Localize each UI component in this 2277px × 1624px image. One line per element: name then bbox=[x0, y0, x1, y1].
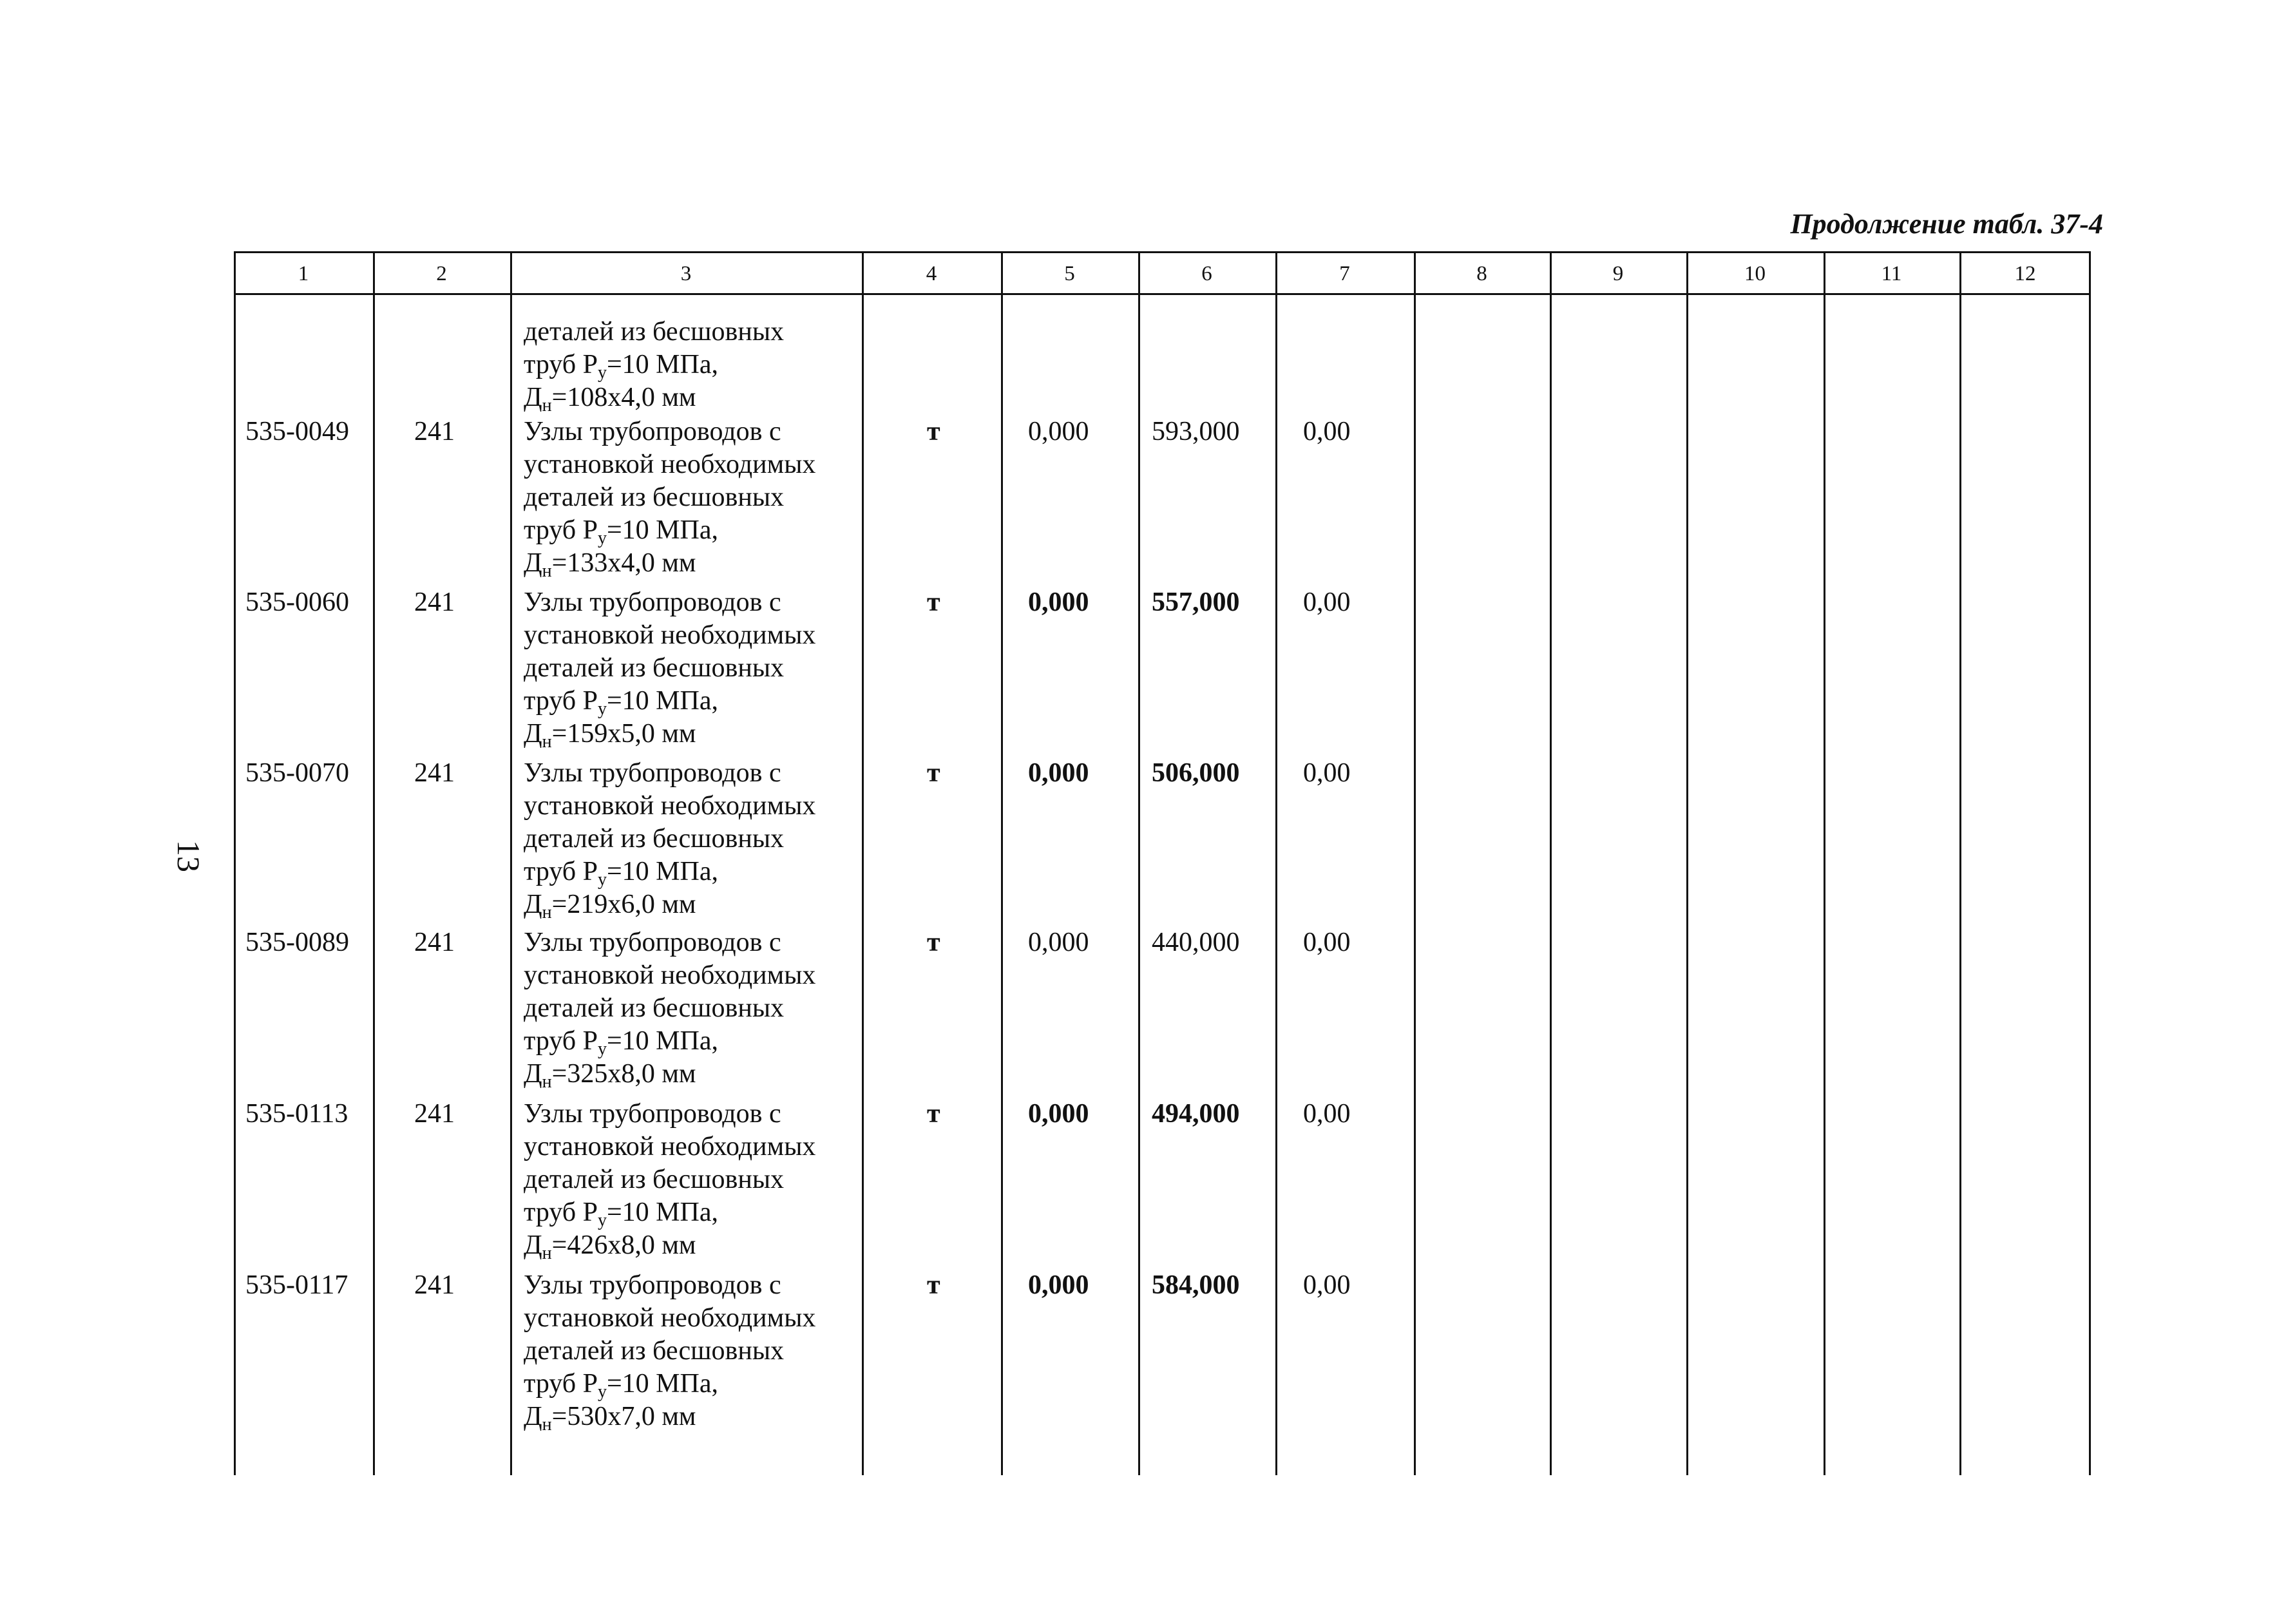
description-text: =10 МПа, bbox=[607, 1369, 719, 1399]
row-col7: 0,00 bbox=[1303, 588, 1351, 617]
description-line bbox=[524, 381, 784, 414]
description-text: труб Р bbox=[524, 1026, 598, 1056]
row-code: 535-0089 bbox=[245, 928, 349, 957]
header-col-8: 8 bbox=[1476, 262, 1487, 285]
description-line: деталей из бесшовных bbox=[524, 1336, 785, 1366]
description-line bbox=[524, 1196, 815, 1229]
description-line bbox=[524, 547, 815, 580]
description-text: =10 МПа, bbox=[607, 350, 719, 379]
subscript: у bbox=[598, 1210, 607, 1230]
description-text: труб Р bbox=[524, 1198, 598, 1227]
description-line: установкой необходимых bbox=[524, 960, 816, 990]
row-unit: т bbox=[927, 1099, 940, 1129]
page-number: 13 bbox=[171, 840, 207, 872]
header-col-10: 10 bbox=[1744, 262, 1766, 285]
row-unit: т bbox=[927, 928, 940, 957]
column-divider bbox=[1275, 251, 1277, 1475]
header-col-2: 2 bbox=[436, 262, 447, 285]
row-col6: 506,000 bbox=[1152, 758, 1240, 788]
row-group: 241 bbox=[414, 758, 455, 788]
description-text: Д bbox=[524, 1402, 542, 1431]
subscript: н bbox=[542, 903, 552, 922]
subscript: н bbox=[542, 1243, 552, 1263]
description-line: Узлы трубопроводов с bbox=[524, 1270, 781, 1300]
row-col5: 0,000 bbox=[1028, 417, 1089, 446]
description-line: установкой необходимых bbox=[524, 1303, 816, 1333]
subscript: у bbox=[598, 528, 607, 548]
row-group: 241 bbox=[414, 588, 455, 617]
description-line: Узлы трубопроводов с bbox=[524, 588, 781, 617]
row-description bbox=[524, 757, 815, 921]
row-group: 241 bbox=[414, 417, 455, 446]
row-unit: т bbox=[927, 588, 940, 617]
description-line: установкой необходимых bbox=[524, 791, 816, 821]
description-line bbox=[524, 1368, 815, 1400]
description-text: труб Р bbox=[524, 1369, 598, 1399]
header-col-11: 11 bbox=[1881, 262, 1902, 285]
description-line bbox=[524, 685, 815, 718]
row-col6: 440,000 bbox=[1152, 928, 1240, 957]
row-col5: 0,000 bbox=[1028, 928, 1089, 957]
row-description bbox=[524, 586, 815, 750]
row-code: 535-0070 bbox=[245, 758, 349, 788]
description-line: установкой необходимых bbox=[524, 1132, 816, 1161]
description-line bbox=[524, 888, 815, 921]
row-col6: 584,000 bbox=[1152, 1270, 1240, 1300]
column-divider bbox=[1414, 251, 1416, 1475]
subscript: н bbox=[542, 1072, 552, 1092]
row-col7: 0,00 bbox=[1303, 758, 1351, 788]
row-col7: 0,00 bbox=[1303, 928, 1351, 957]
description-line: установкой необходимых bbox=[524, 450, 816, 479]
subscript: у bbox=[598, 870, 607, 890]
description-text: =10 МПа, bbox=[607, 515, 719, 545]
column-divider bbox=[373, 251, 375, 1475]
description-line: деталей из бесшовных bbox=[524, 653, 785, 683]
table-header bbox=[234, 251, 2091, 295]
row-group: 241 bbox=[414, 1099, 455, 1129]
subscript: н bbox=[542, 732, 552, 752]
description-line: Узлы трубопроводов с bbox=[524, 928, 781, 957]
subscript: н bbox=[542, 396, 552, 416]
description-text: =530х7,0 мм bbox=[551, 1402, 696, 1431]
description-text: =108х4,0 мм bbox=[551, 383, 696, 412]
description-line: деталей из бесшовных bbox=[524, 1165, 785, 1194]
description-text: Д bbox=[524, 890, 542, 919]
row-col5: 0,000 bbox=[1028, 1270, 1089, 1300]
column-divider bbox=[1824, 251, 1825, 1475]
column-divider bbox=[1959, 251, 1961, 1475]
row-col7: 0,00 bbox=[1303, 1099, 1351, 1129]
description-line: Узлы трубопроводов с bbox=[524, 417, 781, 446]
row-col6: 557,000 bbox=[1152, 588, 1240, 617]
description-text: =10 МПа, bbox=[607, 857, 719, 886]
row-description bbox=[524, 1098, 815, 1262]
description-text: =10 МПа, bbox=[607, 1198, 719, 1227]
description-line: деталей из бесшовных bbox=[524, 993, 785, 1023]
column-divider bbox=[1138, 251, 1140, 1475]
description-line: деталей из бесшовных bbox=[524, 317, 785, 347]
header-col-12: 12 bbox=[2014, 262, 2036, 285]
description-line: деталей из бесшовных bbox=[524, 482, 785, 512]
header-col-4: 4 bbox=[926, 262, 937, 285]
description-line bbox=[524, 1229, 815, 1262]
row-group: 241 bbox=[414, 928, 455, 957]
row-description bbox=[524, 1269, 815, 1433]
column-divider bbox=[862, 251, 864, 1475]
description-text: =133х4,0 мм bbox=[551, 548, 696, 578]
row-unit: т bbox=[927, 1270, 940, 1300]
row-code: 535-0117 bbox=[245, 1270, 348, 1300]
column-divider bbox=[234, 251, 236, 1475]
row-col5: 0,000 bbox=[1028, 1099, 1089, 1129]
description-text: труб Р bbox=[524, 857, 598, 886]
column-divider bbox=[1550, 251, 1552, 1475]
description-text: труб Р bbox=[524, 350, 598, 379]
header-col-9: 9 bbox=[1612, 262, 1624, 285]
description-text: =159х5,0 мм bbox=[551, 719, 696, 749]
row-col6: 494,000 bbox=[1152, 1099, 1240, 1129]
description-text: =325х8,0 мм bbox=[551, 1059, 696, 1089]
description-text: Д bbox=[524, 548, 542, 578]
description-line bbox=[524, 349, 784, 381]
row-col5: 0,000 bbox=[1028, 588, 1089, 617]
description-line bbox=[524, 1025, 815, 1058]
row-code: 535-0113 bbox=[245, 1099, 348, 1129]
continued-description bbox=[524, 316, 784, 414]
row-unit: т bbox=[927, 417, 940, 446]
description-text: =426х8,0 мм bbox=[551, 1230, 696, 1260]
description-line: Узлы трубопроводов с bbox=[524, 1099, 781, 1129]
description-line: установкой необходимых bbox=[524, 620, 816, 650]
subscript: у bbox=[598, 1039, 607, 1059]
row-col5: 0,000 bbox=[1028, 758, 1089, 788]
column-divider bbox=[1686, 251, 1688, 1475]
row-description bbox=[524, 926, 815, 1091]
column-divider bbox=[2089, 251, 2091, 1475]
description-text: труб Р bbox=[524, 515, 598, 545]
header-col-5: 5 bbox=[1064, 262, 1075, 285]
description-text: Д bbox=[524, 1230, 542, 1260]
row-col7: 0,00 bbox=[1303, 1270, 1351, 1300]
column-divider bbox=[510, 251, 512, 1475]
row-col6: 593,000 bbox=[1152, 417, 1240, 446]
header-col-7: 7 bbox=[1339, 262, 1350, 285]
description-line bbox=[524, 855, 815, 888]
description-line bbox=[524, 718, 815, 750]
description-text: Д bbox=[524, 383, 542, 412]
row-code: 535-0060 bbox=[245, 588, 349, 617]
header-col-3: 3 bbox=[680, 262, 692, 285]
subscript: у bbox=[598, 699, 607, 719]
price-table bbox=[234, 251, 2091, 1475]
description-line: Узлы трубопроводов с bbox=[524, 758, 781, 788]
table-caption: Продолжение табл. 37-4 bbox=[1790, 208, 2103, 240]
row-unit: т bbox=[927, 758, 940, 788]
description-text: Д bbox=[524, 1059, 542, 1089]
description-line: деталей из бесшовных bbox=[524, 824, 785, 854]
column-divider bbox=[1001, 251, 1003, 1475]
subscript: у bbox=[598, 363, 607, 383]
description-text: труб Р bbox=[524, 686, 598, 716]
row-group: 241 bbox=[414, 1270, 455, 1300]
row-col7: 0,00 bbox=[1303, 417, 1351, 446]
description-text: =10 МПа, bbox=[607, 686, 719, 716]
header-col-6: 6 bbox=[1201, 262, 1212, 285]
description-text: Д bbox=[524, 719, 542, 749]
subscript: н bbox=[542, 561, 552, 581]
row-code: 535-0049 bbox=[245, 417, 349, 446]
subscript: н bbox=[542, 1415, 552, 1435]
description-line bbox=[524, 1400, 815, 1433]
description-line bbox=[524, 1058, 815, 1091]
header-col-1: 1 bbox=[298, 262, 309, 285]
description-line bbox=[524, 514, 815, 547]
subscript: у bbox=[598, 1382, 607, 1402]
description-text: =219х6,0 мм bbox=[551, 890, 696, 919]
description-text: =10 МПа, bbox=[607, 1026, 719, 1056]
row-description bbox=[524, 416, 815, 580]
